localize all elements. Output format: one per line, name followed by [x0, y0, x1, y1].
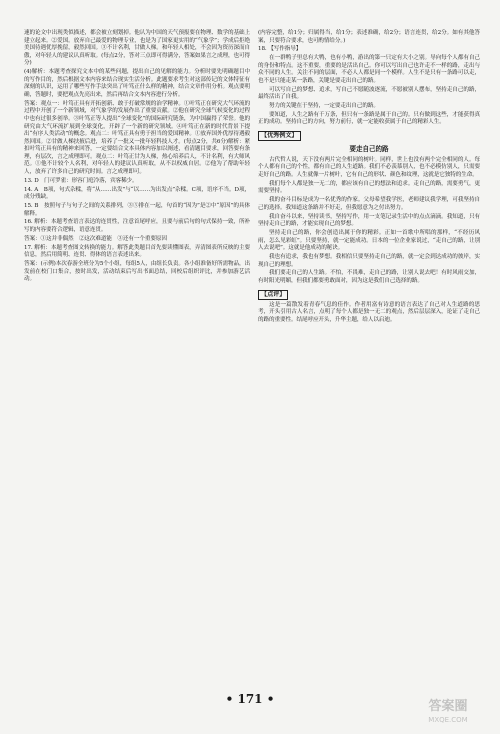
paragraph: 我自奋斗以来，坚持读书，坚持写作，用一支笔记录生活中的点点滴滴。我知道，只有坚持走自己的路，才能实现自己的梦想。 [258, 213, 480, 228]
paragraph: 我的奋斗目标是成为一名优秀的作家。父母希望我学医，老师建议我学理，可我坚持自己的选择。我知道这条路并不好走，但我愿意为之付出努力。 [258, 197, 480, 211]
section-heading-row [258, 128, 480, 143]
section-heading-row [258, 287, 480, 302]
paragraph: 我们要走自己的人生路。不怕，不畏难，走自己的路，让别人说去吧！有时风雨交加，有时阳光明媚，但我们都要勇敢面对，因为这是我们自己选择的路。 [258, 270, 480, 284]
paragraph: 速的论文中出现类似描述，都会被立刻划掉。他认为中国的天气预报要在物理、数学的基础上建立起来。②爱国。放弃自己最爱的物理专业，也是为了国家更实用的“气象学”；学成后拒绝美国待遇优厚挽留，毅然回国。③不计名利，甘做人梯。和年轻人相处，不会因为资历深而自傲，对年轻人的建议认真听取。(每点2分，答对三点即可得满分，答案如果言之成理，也可得分) [24, 30, 250, 67]
paragraph: (4)解析：本题考查探究文本中的某些问题，提出自己的见解的能力。分析时要先明确题目中的写作目的，然后根据文本内容来结合现实生活分析。此题要求考生对这部传记的文体特征有深刻的认识，运用了哪些写作手法突出了叶笃正什么样的精神，结合文章作用分析。观点要明确，答题时，要把观点先亮出来，然后再结合文本内容进行分析。 [24, 69, 250, 98]
paragraph: 要知道，人生之路有千万条，但只有一条路是属于自己的。只有做到这些，才能获得真正的成功。坚持自己的方向，努力前行，就一定能收获属于自己的精彩人生。 [258, 111, 480, 126]
section-heading: 【点评】 [258, 290, 288, 300]
right-column [258, 30, 480, 326]
paragraph: 古代哲人说，天下没有两片完全相同的树叶。同样，世上也没有两个完全相同的人。每个人都有自己的个性，都有自己的人生道路。我们不必羡慕别人，也不必模仿别人，只需要走好自己的路。人生就像一片树叶，它有自己的形状、颜色和纹理，这就是它独特的生命。 [258, 156, 480, 179]
paragraph: 在一群鸭子里总有大鸭，也有小鸭，游出的第一只定有大小之别。导向每个人都有自己的身份和特点。这不重要，重要的是活出自己。你可以写出自己也许走不一样的路，走出与众不同的人生。关注不同的层面，不必人人都是同一个模样。人生不是只有一条路可以走，也不是只能走某一条路，关键是要走出自己的路。 [258, 55, 480, 84]
watermark-url: MXQE.COM [428, 716, 468, 724]
paragraph: 努力的关键在于坚持，一定要走出自己的路。 [269, 103, 379, 110]
paragraph: (内容完整，给1分；归属得当，给1分；表述准确，给2分；语言连贯，给2分。如有其他答案，只要符合要求，也可酌情给分。) [258, 30, 480, 44]
watermark-text: 答案圈 [428, 699, 468, 714]
paragraph: 答案：观点一：叶笃正具有开拓创新、敢于打破常规的治学精神。①叶笃正在研究大气环流的过程中开创了一个新领域，对气象学的发展作出了重要贡献。②他在研究全球气候变化的过程中也有过很多创举。③叶笃正等人提出“全球变化”的国际研究链条，为中国赢得了荣誉。他的研究由大气环流扩展到全球变化，开辟了一个新的研究领域。④叶笃正在新的时代背景下提出“有序人类活动”的概念。观点二：叶笃正具有勇于担当的爱国精神。①放弃国外优厚待遇毅然回国。②甘做人梯扶掖后进，培养了一批又一批年轻科技人才。(每点2分，共6分)解析：紧扣叶笃正具有的精神来回答，一定要结合文本具体内容加以阐述，看清题目要求，回答要有条理，有层次，言之成理即可。观点二：叶笃正甘为人梯，热心培养后人，不计名利，有大师风范。①他不计较个人名利，对年轻人的建议认真听取，从不以权威自居。②他为了帮助年轻人，放弃了许多自己的研究时间。言之成理即可。 [24, 100, 250, 176]
paragraph: 14. A B项，句式杂糅，将“从……出发”与“以……为出发点”杂糅。C项，语序不当。D项，成分残缺。 [24, 186, 250, 201]
paragraph: 13. D 门可罗雀：形容门庭冷落，宾客稀少。 [24, 177, 138, 184]
watermark-logo [414, 694, 482, 726]
left-column [24, 30, 250, 285]
paragraph: 坚持走自己的路，你会创造出属于你的精彩。正如一首歌中所唱的那样，“不经历风雨，怎么见彩虹”。只要坚持，就一定能成功。日本的一位企业家说过，“走自己的路，让别人去说吧”。这就是他成功的秘诀。 [258, 229, 480, 252]
paragraph: 16. 解析：本题考查语言表达的连贯性，注意首尾呼应，且要与前后句的句式保持一致，所补写的内容要符合逻辑，语意连贯。 [24, 219, 250, 233]
paragraph: 这是一篇散发着青春气息的佳作。作者用富有诗意的语言表达了自己对人生道路的思考，开头引用古人名言，点明了每个人都是独一无二的观点，然后层层深入，论证了走自己的路的重要性。结尾呼应开头，升华主题，给人以启迪。 [258, 301, 480, 323]
paragraph: 15. B 按照句子与句子之间的关系排列，③⑤排在一起，句首的“因为”是②中“原因”的具体解释。 [24, 203, 250, 217]
page-number: • 171 • [225, 692, 275, 706]
paragraph: 答案：①这并非偶然 ②这次难道能 ③还有一个重要原因 [24, 235, 167, 242]
essay-title: 要走自己的路 [349, 145, 389, 154]
paragraph: 我也有追求，我也有梦想。我相信只要坚持走自己的路，就一定会到达成功的彼岸，实现自己的理想。 [258, 253, 480, 268]
paragraph: 可以写自己的梦想、追求，写自己不愿随波逐流，不愿被别人摆布，坚持走自己的路，最终活出了自我。 [258, 86, 480, 101]
paragraph: 我们每个人都是独一无二的，都应该有自己的想法和追求。走自己的路，需要勇气，更需要坚持。 [258, 180, 480, 195]
paragraph: 18. 【写作指导】 [258, 46, 302, 53]
paragraph: 答案：(示例)本次春游全班分为5个小组，每组5人，由组长负责。各小组准备好所需物品，出发前在校门口集合，按时出发，活动结束后写出书面总结，回校后组织评比，并参加游艺活动。 [24, 260, 250, 283]
paragraph: 17. 解析：本题考查图文转换的能力。解答此类题目首先要读懂图表，弄清图表所反映的主要信息，然后用简明、连贯、得体的语言表述出来。 [24, 244, 250, 259]
section-heading: 【优秀例文】 [258, 131, 301, 141]
